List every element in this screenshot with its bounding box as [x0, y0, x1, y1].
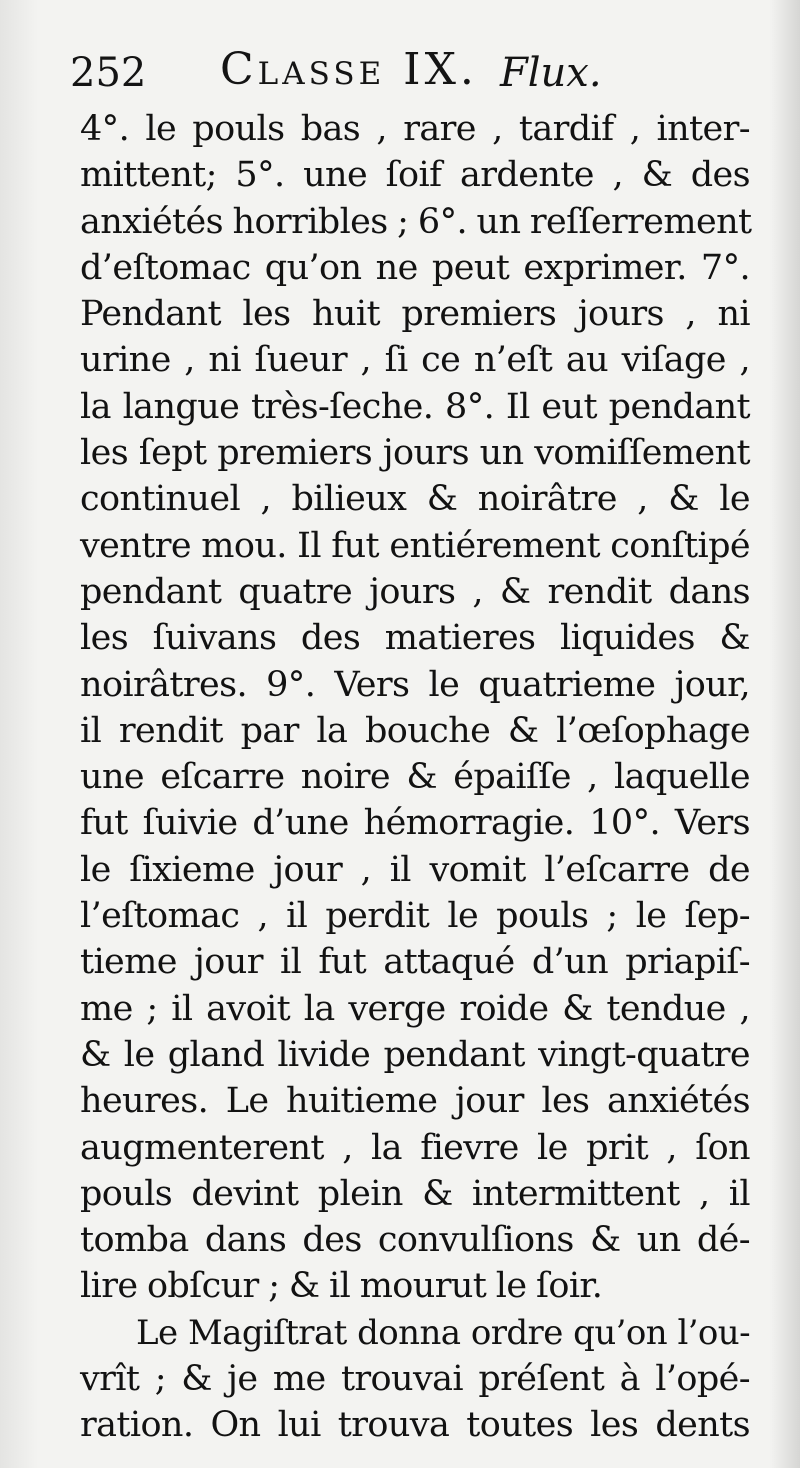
text-line: augmenterent , la fievre le prit , ſon [80, 1127, 750, 1168]
text-line: me ; il avoit la verge roide & tendue , [80, 988, 750, 1029]
text-line: heures. Le huitieme jour les anxiétés [80, 1081, 750, 1122]
text-line: il rendit par la bouche & l’œſophage [80, 710, 750, 751]
text-line: fut ſuivie d’une hémorragie. 10°. Vers [80, 803, 750, 844]
text-line: le ſixieme jour , il vomit l’eſcarre de [80, 849, 750, 890]
text-line: ventre mou. Il fut entiérement conſtipé [80, 525, 750, 566]
text-line: pendant quatre jours , & rendit dans [80, 571, 750, 612]
text-line: lire obſcur ; & il mourut le ſoir. [80, 1266, 603, 1307]
page-number: 252 [70, 50, 147, 96]
text-line: continuel , bilieux & noirâtre , & le [80, 479, 750, 520]
text-line: vrît ; & je me trouvai préſent à l’opé- [80, 1359, 750, 1400]
text-line: Pendant les huit premiers jours , ni [80, 294, 750, 335]
text-line: mittent; 5°. une ſoif ardente , & des [80, 155, 750, 196]
text-line: une eſcarre noire & épaiſſe , laquelle [80, 757, 750, 798]
text-line: l’eſtomac , il perdit le pouls ; le ſep- [80, 896, 750, 937]
section-subtitle: Flux. [500, 50, 602, 96]
text-line: anxiétés horribles ; 6°. un reſſerrement [80, 201, 752, 242]
text-line: les ſuivans des matieres liquides & [80, 618, 750, 659]
chapter-title: Classe IX. [220, 44, 478, 95]
text-line: 4°. le pouls bas , rare , tardif , inter- [80, 109, 750, 149]
text-line: la langue très-ſeche. 8°. Il eut pendant [80, 386, 750, 427]
text-line: urine , ni ſueur , ſi ce n’eſt au viſage , [80, 340, 750, 381]
text-line: ration. On lui trouva toutes les dents [80, 1405, 750, 1446]
body-text [80, 106, 750, 1449]
text-line: d’eſtomac qu’on ne peut exprimer. 7°. [80, 247, 750, 288]
text-line: pouls devint plein & intermittent , il [80, 1173, 750, 1214]
text-line: les ſept premiers jours un vomiſſement [80, 433, 750, 474]
text-line: tieme jour il fut attaqué d’un priapiſ- [80, 942, 750, 983]
text-line: Le Magiſtrat donna ordre qu’on l’ou- [136, 1312, 750, 1353]
running-head [70, 44, 750, 104]
text-line: tomba dans des convulſions & un dé- [80, 1220, 750, 1261]
text-line: & le gland livide pendant vingt-quatre [80, 1034, 750, 1075]
text-line: noirâtres. 9°. Vers le quatrieme jour, [80, 664, 750, 705]
